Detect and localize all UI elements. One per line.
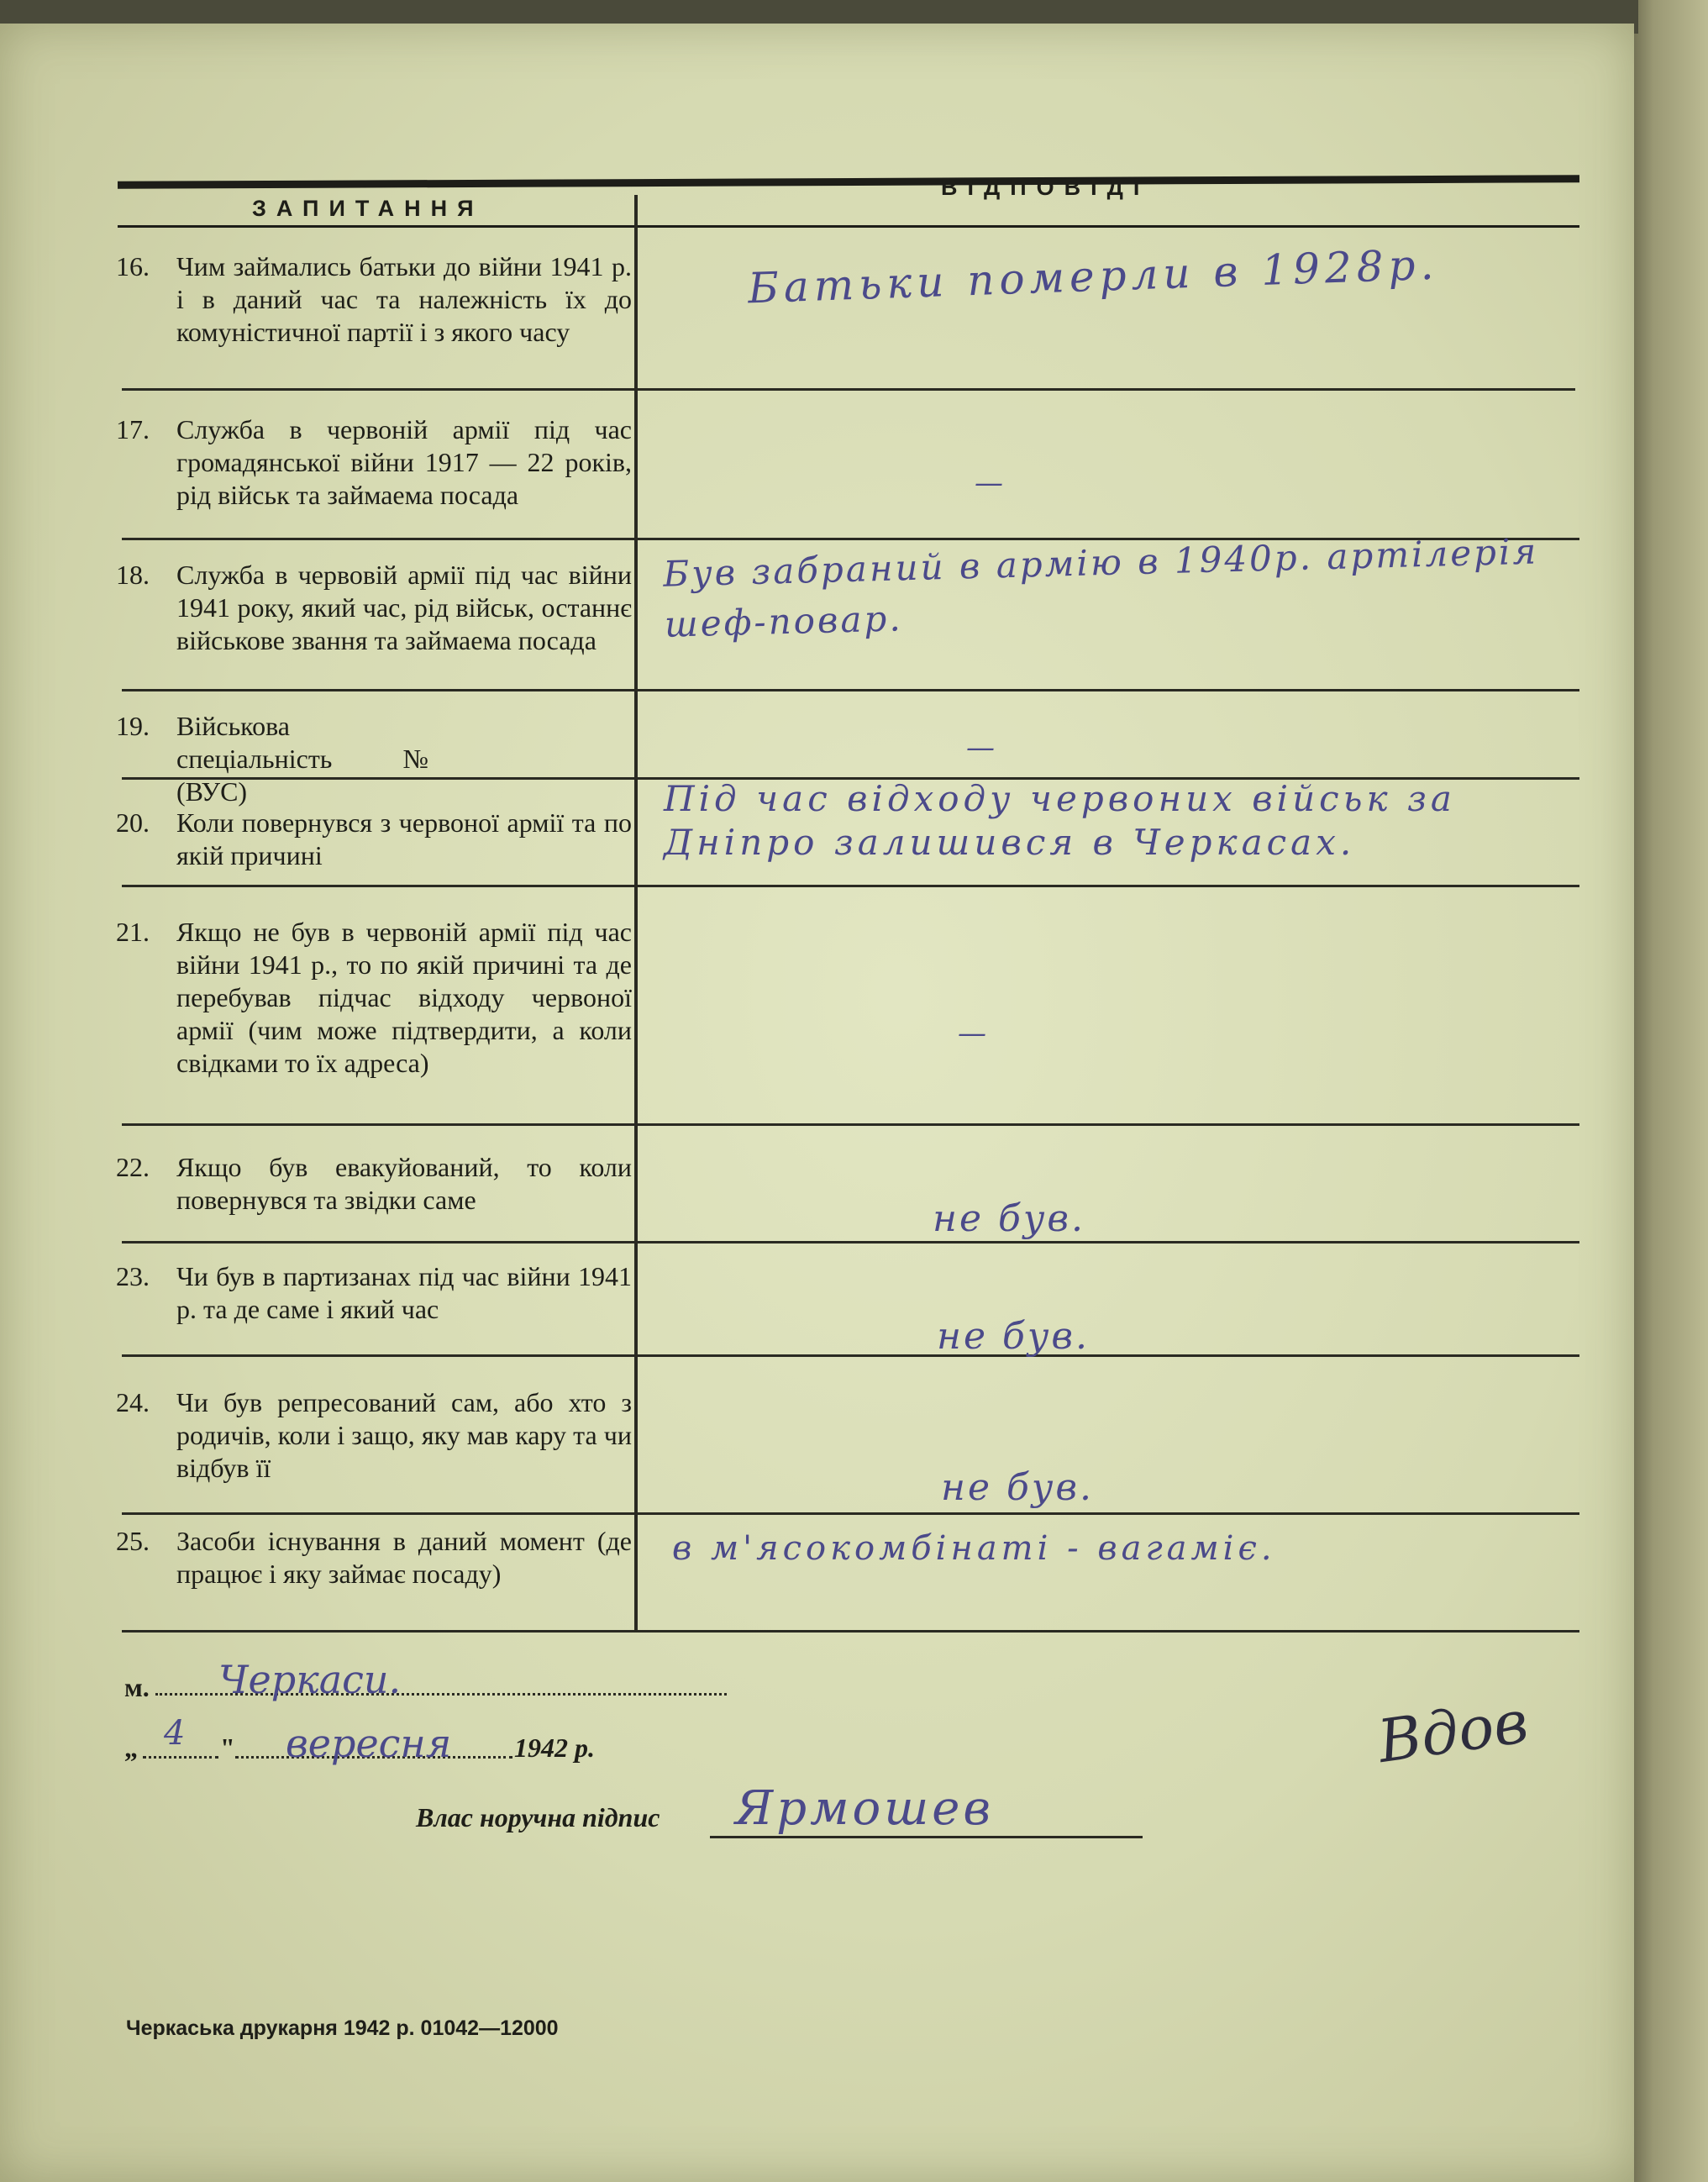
- printer-imprint: Черкаська друкарня 1942 р. 01042—12000: [126, 2016, 559, 2040]
- question-17: [118, 413, 632, 512]
- question-text: Чи був в партизанах під час війни 1941 р. та де саме і який час: [176, 1261, 632, 1324]
- question-20: [118, 807, 632, 872]
- answer-20: Під час відходу червоних військ за Дніпро залишився в Черкасах.: [664, 778, 1456, 863]
- question-19: [118, 710, 632, 808]
- question-number: 17.: [116, 414, 150, 444]
- question-21: [118, 916, 632, 1080]
- question-text: Якщо був евакуйований, то коли повернувся та звідки саме: [176, 1152, 632, 1215]
- answer-22: не був.: [933, 1197, 1085, 1240]
- answer-23: не був.: [937, 1315, 1090, 1358]
- header-bottom-rule: [118, 225, 1579, 228]
- question-text: Коли повернувся з червоної армії та по якій причині: [176, 807, 632, 870]
- question-text: Служба в червовій армії під час війни 1941 року, який час, рід військ, останнє військове звання та займаема посада: [176, 560, 632, 655]
- date-day: 4: [164, 1714, 186, 1753]
- question-number: 19.: [116, 711, 150, 741]
- row-separator: [122, 885, 1579, 887]
- row-separator: [122, 1630, 1579, 1633]
- question-number: 20.: [116, 807, 150, 838]
- row-separator: [122, 1512, 1579, 1515]
- question-22: [118, 1151, 632, 1217]
- row-separator: [122, 1241, 1579, 1243]
- question-23: [118, 1260, 632, 1326]
- date-month: вересня: [286, 1721, 452, 1766]
- row-separator: [122, 689, 1579, 691]
- question-number: 23.: [116, 1261, 150, 1291]
- date-open-quote: „: [124, 1732, 138, 1763]
- answer-17: —: [975, 466, 1006, 500]
- answer-18: Був забраний в армію в 1940р. артілерія шеф-повар.: [662, 530, 1539, 645]
- question-number: 25.: [116, 1526, 150, 1556]
- question-number: 16.: [116, 251, 150, 281]
- official-initials: Вдов: [1374, 1686, 1532, 1777]
- row-separator: [122, 388, 1575, 391]
- signature-line: [710, 1836, 1143, 1838]
- questions-column-header: ЗАПИТАННЯ: [252, 196, 484, 221]
- answers-column-header: ВІДПОВІДІ: [941, 175, 1150, 200]
- question-number: 24.: [116, 1387, 150, 1417]
- city-label: м.: [124, 1672, 150, 1702]
- question-text: Чим займались батьки до війни 1941 р. і в даний час та належність їх до комуністичної партії і з якого часу: [176, 251, 632, 347]
- answer-21: —: [958, 1017, 989, 1050]
- signature: Ярмошев: [735, 1781, 994, 1836]
- question-16: [118, 250, 632, 349]
- question-18: [118, 559, 632, 657]
- date-year: 1942 р.: [514, 1732, 595, 1763]
- answer-16: Батьки померли в 1928р.: [747, 239, 1440, 313]
- question-number: 22.: [116, 1152, 150, 1182]
- question-text: Військова спеціальність № (ВУС): [176, 711, 428, 807]
- signature-label: Влас норучна підпис: [416, 1802, 660, 1832]
- question-25: [118, 1525, 632, 1590]
- date-close-quote: ": [220, 1732, 235, 1763]
- answer-19: —: [966, 731, 997, 765]
- question-text: Служба в червоній армії під час громадянської війни 1917 — 22 років, рід військ та займаема посада: [176, 414, 632, 510]
- question-text: Якщо не був в червоній армії під час війни 1941 р., то по якій причині та де перебував підчас відходу червоної армії (чим може підтвердити, а коли свідками то їх адреса): [176, 917, 632, 1078]
- answer-24: не був.: [941, 1466, 1094, 1509]
- row-separator: [122, 1354, 1579, 1357]
- question-text: Чи був репресований сам, або хто з родичів, коли і защо, яку мав кару та чи відбув її: [176, 1387, 632, 1483]
- question-number: 18.: [116, 560, 150, 590]
- row-separator: [122, 1123, 1579, 1126]
- city-value: Черкаси.: [218, 1657, 402, 1702]
- question-text: Засоби існування в даний момент (де працює і яку займає посаду): [176, 1526, 632, 1589]
- column-divider: [634, 195, 638, 1632]
- question-number: 21.: [116, 917, 150, 947]
- question-24: [118, 1386, 632, 1485]
- answer-25: в м'ясокомбінаті - вагаміє.: [672, 1529, 1276, 1568]
- day-line: [143, 1756, 218, 1759]
- underlying-page-edge: [1630, 0, 1708, 2182]
